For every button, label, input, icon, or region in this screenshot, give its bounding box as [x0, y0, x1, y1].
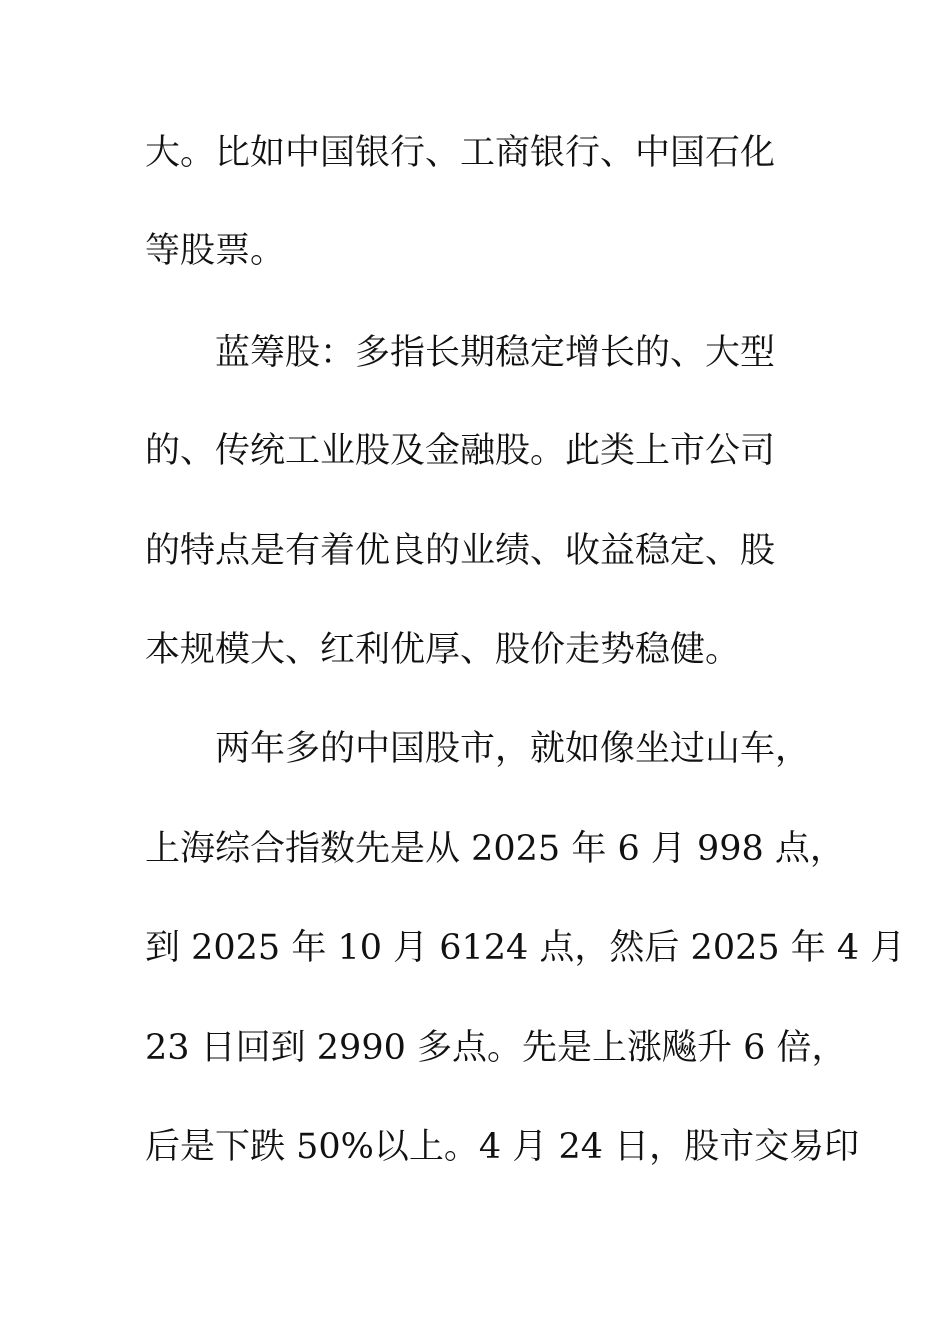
text-line-9: 到 2025 年 10 月 6124 点，然后 2025 年 4 月: [145, 928, 906, 968]
text-line-8: 上海综合指数先是从 2025 年 6 月 998 点，: [145, 829, 845, 869]
paragraph-start-line-3: 蓝筹股：多指长期稳定增长的、大型: [215, 333, 776, 373]
text-line-10: 23 日回到 2990 多点。先是上涨飚升 6 倍，: [145, 1028, 847, 1068]
text-line-4: 的、传统工业股及金融股。此类上市公司: [145, 431, 776, 471]
text-line-2: 等股票。: [145, 231, 286, 271]
paragraph-start-line-7: 两年多的中国股市，就如像坐过山车，: [215, 729, 811, 769]
text-line-1: 大。比如中国银行、工商银行、中国石化: [145, 133, 776, 173]
text-line-11: 后是下跌 50%以上。4 月 24 日，股市交易印: [145, 1127, 860, 1167]
text-line-6: 本规模大、红利优厚、股价走势稳健。: [145, 630, 741, 670]
text-line-5: 的特点是有着优良的业绩、收益稳定、股: [145, 531, 776, 571]
